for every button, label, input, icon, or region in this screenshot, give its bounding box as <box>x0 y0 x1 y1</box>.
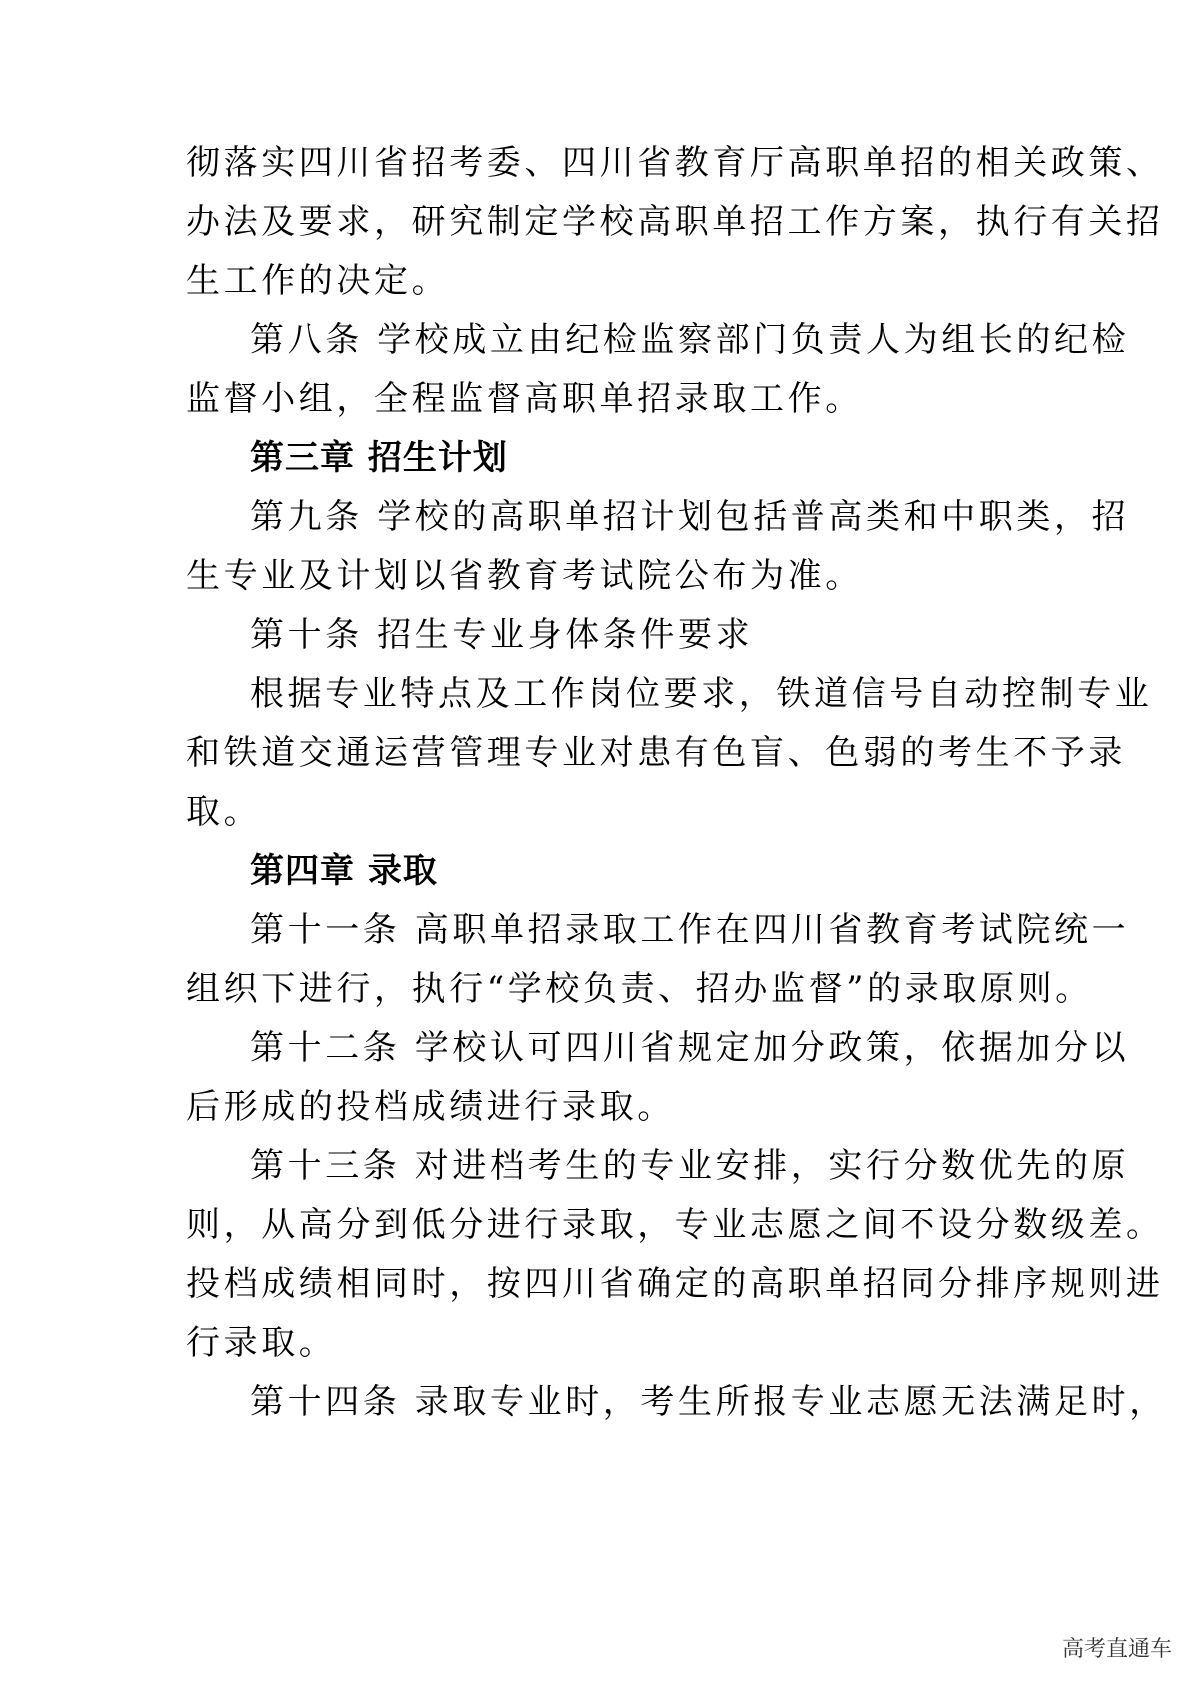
body-text-line: 生工作的决定。 <box>186 261 450 301</box>
body-text-line: 则，从高分到低分进行录取，专业志愿之间不设分数级差。 <box>186 1205 1164 1245</box>
body-text-line: 彻落实四川省招考委、四川省教育厅高职单招的相关政策、 <box>186 143 1164 183</box>
body-text-line: 根据专业特点及工作岗位要求，铁道信号自动控制专业 <box>250 674 1153 714</box>
body-text-line: 和铁道交通运营管理专业对患有色盲、色弱的考生不予录 <box>186 733 1126 773</box>
body-text-line: 组织下进行，执行“学校负责、招办监督”的录取原则。 <box>186 969 1093 1009</box>
body-text-line: 办法及要求，研究制定学校高职单招工作方案，执行有关招 <box>186 202 1164 242</box>
article-8-text: 第八条 学校成立由纪检监察部门负责人为组长的纪检 <box>250 320 1130 360</box>
article-9-text: 第九条 学校的高职单招计划包括普高类和中职类，招 <box>250 497 1130 537</box>
body-text-line: 生专业及计划以省教育考试院公布为准。 <box>186 556 863 596</box>
body-text-line: 监督小组，全程监督高职单招录取工作。 <box>186 379 863 419</box>
article-11-text: 第十一条 高职单招录取工作在四川省教育考试院统一 <box>250 910 1130 950</box>
article-12-text: 第十二条 学校认可四川省规定加分政策，依据加分以 <box>250 1028 1130 1068</box>
article-10-text: 第十条 招生专业身体条件要求 <box>250 615 754 655</box>
body-text-line: 取。 <box>186 792 262 832</box>
body-text-line: 后形成的投档成绩进行录取。 <box>186 1087 675 1127</box>
body-text-line: 投档成绩相同时，按四川省确定的高职单招同分排序规则进 <box>186 1264 1164 1304</box>
chapter-3-heading: 第三章 招生计划 <box>250 438 508 478</box>
watermark: 高考直通车 <box>1061 1637 1172 1662</box>
chapter-4-heading: 第四章 录取 <box>250 851 438 891</box>
body-text-line: 行录取。 <box>186 1323 337 1363</box>
article-14-text: 第十四条 录取专业时，考生所报专业志愿无法满足时， <box>250 1382 1167 1422</box>
article-13-text: 第十三条 对进档考生的专业安排，实行分数优先的原 <box>250 1146 1130 1186</box>
